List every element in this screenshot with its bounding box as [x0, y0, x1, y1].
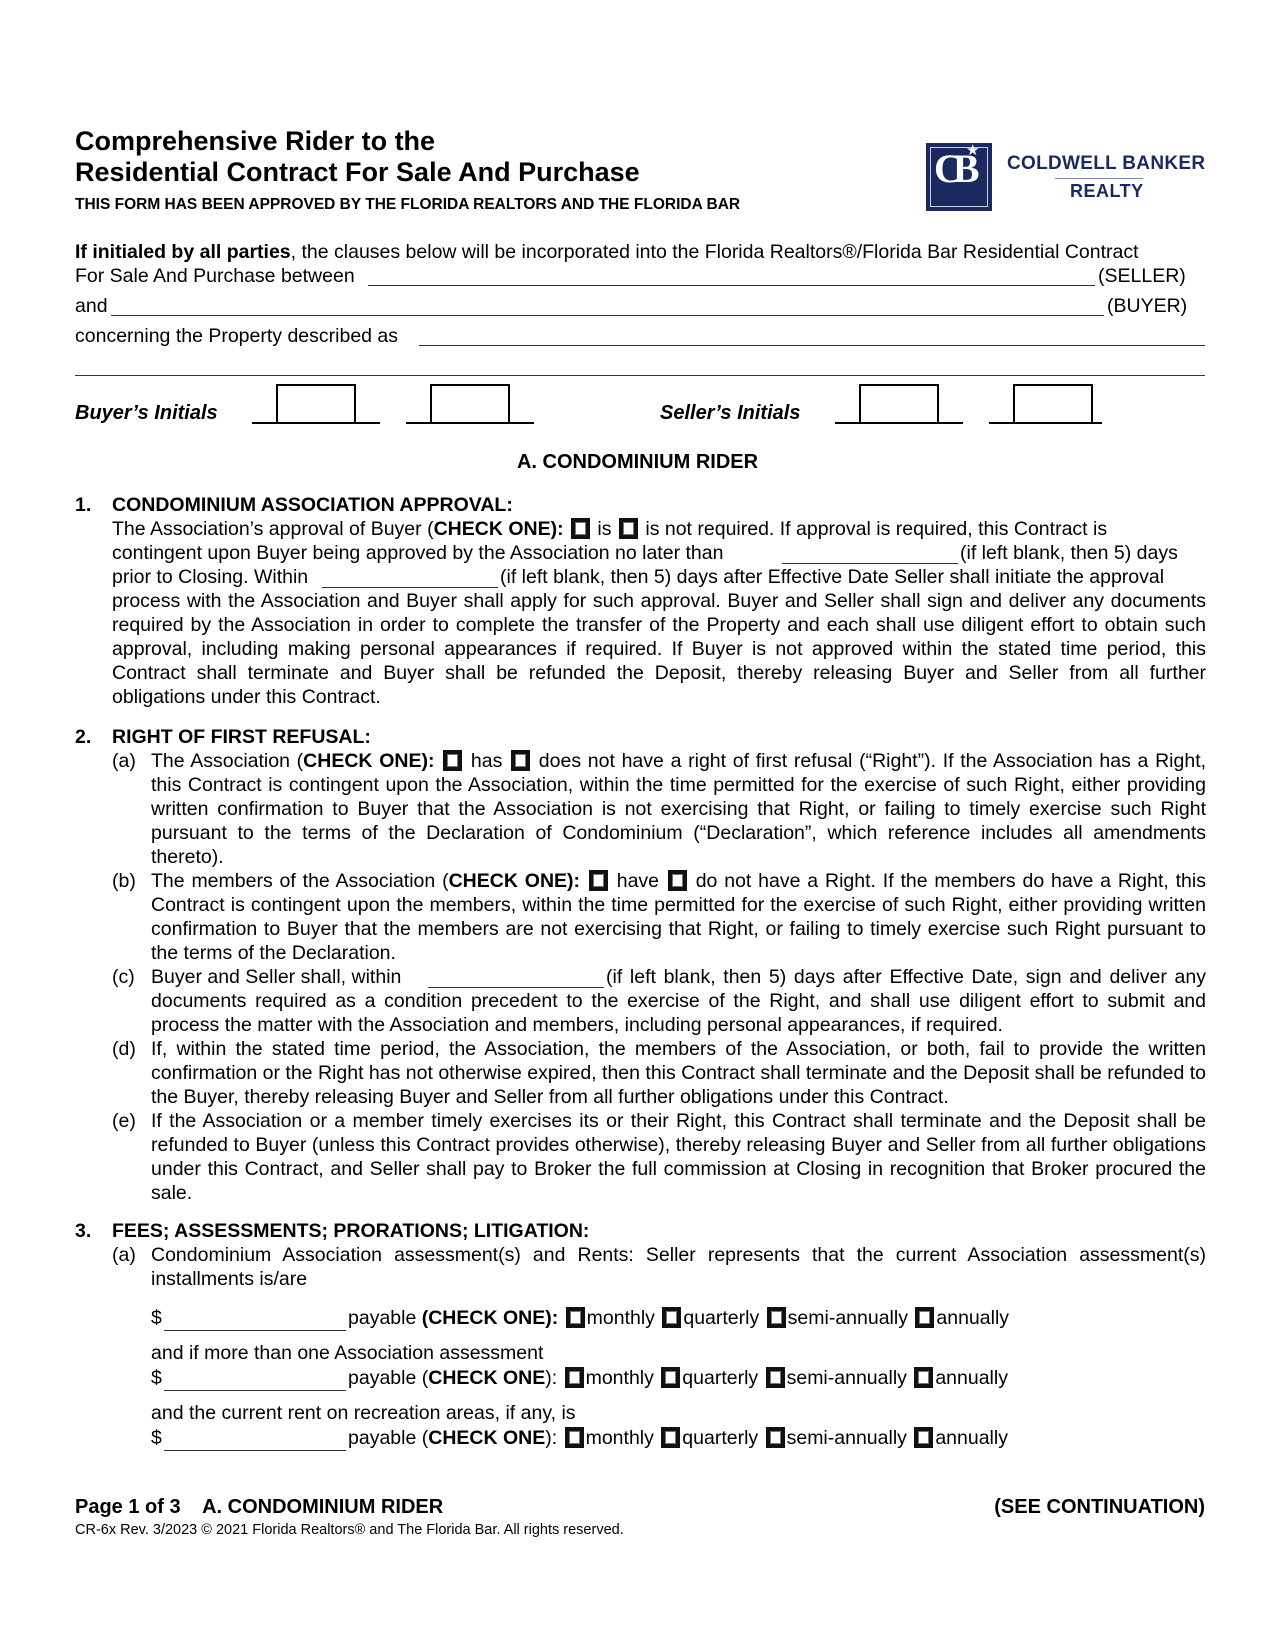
see-continuation: (SEE CONTINUATION)	[994, 1496, 1205, 1518]
assessment-amount-2-field[interactable]	[164, 1390, 346, 1391]
approval-not-required-checkbox[interactable]	[619, 518, 638, 539]
form-title	[75, 126, 640, 188]
seller-tag: (SELLER)	[1098, 265, 1186, 287]
property-description-field[interactable]	[419, 345, 1205, 346]
rent-monthly-checkbox[interactable]	[565, 1427, 584, 1448]
assessment-2-annually-checkbox[interactable]	[914, 1367, 933, 1388]
seller-initials-box-1[interactable]	[859, 384, 939, 424]
clause-2b-label: (b)	[112, 870, 136, 892]
clause-2e-label: (e)	[112, 1110, 136, 1132]
currency-symbol: $	[151, 1367, 162, 1389]
clause-2d-label: (d)	[112, 1038, 136, 1060]
recreation-rent-intro: and the current rent on recreation areas, if any, is	[151, 1402, 576, 1424]
assessment-row-1: payable (CHECK ONE): monthly quarterly semi-annually annually	[348, 1307, 1010, 1329]
intro-paragraph	[75, 240, 1210, 264]
clause-2e-body: If the Association or a member timely exercises its or their Right, this Contract shall terminate and the Deposit shall be refunded to Buyer (unless this Contract provides otherwise), thereby releasing Buyer and Seller from all further obligations under this Contract, and Seller shall pay to Broker the full commission at Closing in recognition that Broker procured the sale.	[151, 1110, 1206, 1204]
page-footer	[75, 1496, 443, 1519]
rent-semi-annually-checkbox[interactable]	[766, 1427, 785, 1448]
clause-1-line2-post: (if left blank, then 5) days	[960, 542, 1178, 564]
currency-symbol: $	[151, 1307, 162, 1329]
clause-3a-body: Condominium Association assessment(s) and Rents: Seller represents that the current Association assessment(s) installments is/are	[151, 1244, 1206, 1290]
buyer-initials-box-1[interactable]	[276, 384, 356, 424]
buyer-name-field[interactable]	[111, 315, 1104, 316]
clause-1-body: process with the Association and Buyer shall apply for such approval. Buyer and Seller shall sign and deliver any documents required by the Association in order to complete the transfer of the Property and each shall use diligent effort to obtain such approval, including making personal appearances if required. If Buyer is not approved within the stated time period, this Contract shall terminate and Buyer shall be refunded the Deposit, thereby releasing Buyer and Seller from all further obligations under this Contract.	[112, 590, 1206, 708]
association-no-right-checkbox[interactable]	[511, 750, 530, 771]
buyer-initials-label: Buyer’s Initials	[75, 402, 218, 424]
and-label: and	[75, 295, 108, 317]
clause-3-number: 3.	[75, 1220, 92, 1242]
form-title-line2: Residential Contract For Sale And Purchase	[75, 157, 640, 187]
clause-2c-body: (if left blank, then 5) days after Effective Date, sign and deliver any documents required as a condition precedent to the exercise of the Right, and shall use diligent effort to submit and process the matter with the Association and members, including personal appearances, if required.	[151, 966, 1206, 1036]
brand-name: COLDWELL BANKER	[1007, 153, 1206, 174]
recreation-rent-amount-field[interactable]	[164, 1450, 346, 1451]
logo-monogram: CB	[934, 146, 970, 191]
assessment-row-2: payable (CHECK ONE): monthly quarterly semi-annually annually	[348, 1367, 1008, 1389]
clause-3a-label: (a)	[112, 1244, 136, 1266]
buyer-tag: (BUYER)	[1107, 295, 1188, 317]
approval-days-before-closing-field[interactable]	[782, 563, 958, 564]
section-title: A. CONDOMINIUM RIDER	[516, 451, 759, 473]
clause-1-number: 1.	[75, 494, 92, 516]
page-number: Page 1 of 3	[75, 1496, 181, 1518]
rent-quarterly-checkbox[interactable]	[661, 1427, 680, 1448]
clause-1-line1: The Association’s approval of Buyer (CHECK ONE): is is not required. If approval is required, this Contract is	[112, 518, 1108, 540]
assessment-1-quarterly-checkbox[interactable]	[662, 1307, 681, 1328]
seller-name-field[interactable]	[368, 285, 1095, 286]
second-assessment-intro: and if more than one Association assessment	[151, 1342, 544, 1364]
approval-required-checkbox[interactable]	[571, 518, 590, 539]
intro-lead-bold: If initialed by all parties	[75, 241, 291, 263]
between-label: For Sale And Purchase between	[75, 265, 355, 287]
approval-initiate-days-field[interactable]	[322, 587, 498, 588]
clause-2-heading: RIGHT OF FIRST REFUSAL:	[112, 726, 371, 748]
clause-2a-label: (a)	[112, 750, 136, 772]
clause-3-heading: FEES; ASSESSMENTS; PRORATIONS; LITIGATION:	[112, 1220, 590, 1242]
clause-2c-label: (c)	[112, 966, 135, 988]
currency-symbol: $	[151, 1427, 162, 1449]
rent-annually-checkbox[interactable]	[914, 1427, 933, 1448]
seller-initials-label: Seller’s Initials	[660, 402, 801, 424]
clause-1-line3-post: (if left blank, then 5) days after Effective Date Seller shall initiate the approval	[500, 566, 1165, 588]
approval-notice: THIS FORM HAS BEEN APPROVED BY THE FLORIDA REALTORS AND THE FLORIDA BAR	[75, 196, 741, 213]
property-label: concerning the Property described as	[75, 325, 399, 347]
clause-1-heading: CONDOMINIUM ASSOCIATION APPROVAL:	[112, 494, 513, 516]
coldwell-banker-logo-icon	[926, 143, 992, 211]
assessment-1-annually-checkbox[interactable]	[915, 1307, 934, 1328]
clause-2a-body: The Association (CHECK ONE): has does not have a right of first refusal (“Right”). If the Association has a Right, this Contract is contingent upon the Association, within the time permitted for the exercise of such Right, either providing written confirmation to Buyer that the Association is not exercising that Right, or failing to timely exercise such Right pursuant to the terms of the Declaration of Condominium (“Declaration”, which reference includes all amendments thereto).	[151, 750, 1207, 868]
assessment-2-monthly-checkbox[interactable]	[565, 1367, 584, 1388]
property-description-line2[interactable]	[75, 375, 1205, 376]
members-no-right-checkbox[interactable]	[668, 870, 687, 891]
assessment-2-semi-annually-checkbox[interactable]	[766, 1367, 785, 1388]
clause-1-line3-pre: prior to Closing. Within	[112, 566, 309, 588]
seller-initials-box-2[interactable]	[1013, 384, 1093, 424]
rent-row: payable (CHECK ONE): monthly quarterly semi-annually annually	[348, 1427, 1008, 1449]
assessment-1-semi-annually-checkbox[interactable]	[767, 1307, 786, 1328]
clause-2-number: 2.	[75, 726, 92, 748]
assessment-2-quarterly-checkbox[interactable]	[661, 1367, 680, 1388]
star-icon: ★	[966, 142, 980, 159]
copyright-notice: CR-6x Rev. 3/2023 © 2021 Florida Realtors® and The Florida Bar. All rights reserved.	[75, 1522, 624, 1538]
brand-divider	[1055, 178, 1143, 179]
clause-2b-body: The members of the Association (CHECK ONE): have do not have a Right. If the members do have a Right, this Contract is contingent upon the members, within the time permitted for the exercise of such Right, either providing written confirmation to Buyer that the members are not exercising that Right, or failing to timely exercise such Right pursuant to the terms of the Declaration.	[151, 870, 1206, 964]
form-title-line1: Comprehensive Rider to the	[75, 126, 436, 156]
footer-section: A. CONDOMINIUM RIDER	[202, 1496, 444, 1518]
members-have-right-checkbox[interactable]	[589, 870, 608, 891]
clause-2d-body: If, within the stated time period, the Association, the members of the Association, or both, fail to provide the written confirmation or the Right has not otherwise expired, then this Contract shall terminate and the Deposit shall be refunded to the Buyer, thereby releasing Buyer and Seller from all further obligations under this Contract.	[151, 1038, 1206, 1108]
assessment-1-monthly-checkbox[interactable]	[566, 1307, 585, 1328]
buyer-initials-box-2[interactable]	[430, 384, 510, 424]
brand-subname: REALTY	[1070, 181, 1144, 201]
assessment-amount-1-field[interactable]	[164, 1330, 346, 1331]
clause-1-line2: contingent upon Buyer being approved by the Association no later than	[112, 542, 724, 564]
intro-lead-text: , the clauses below will be incorporated into the Florida Realtors®/Florida Bar Residential Contract	[290, 241, 1139, 263]
clause-2c-pre: Buyer and Seller shall, within	[151, 966, 402, 988]
association-has-right-checkbox[interactable]	[443, 750, 462, 771]
